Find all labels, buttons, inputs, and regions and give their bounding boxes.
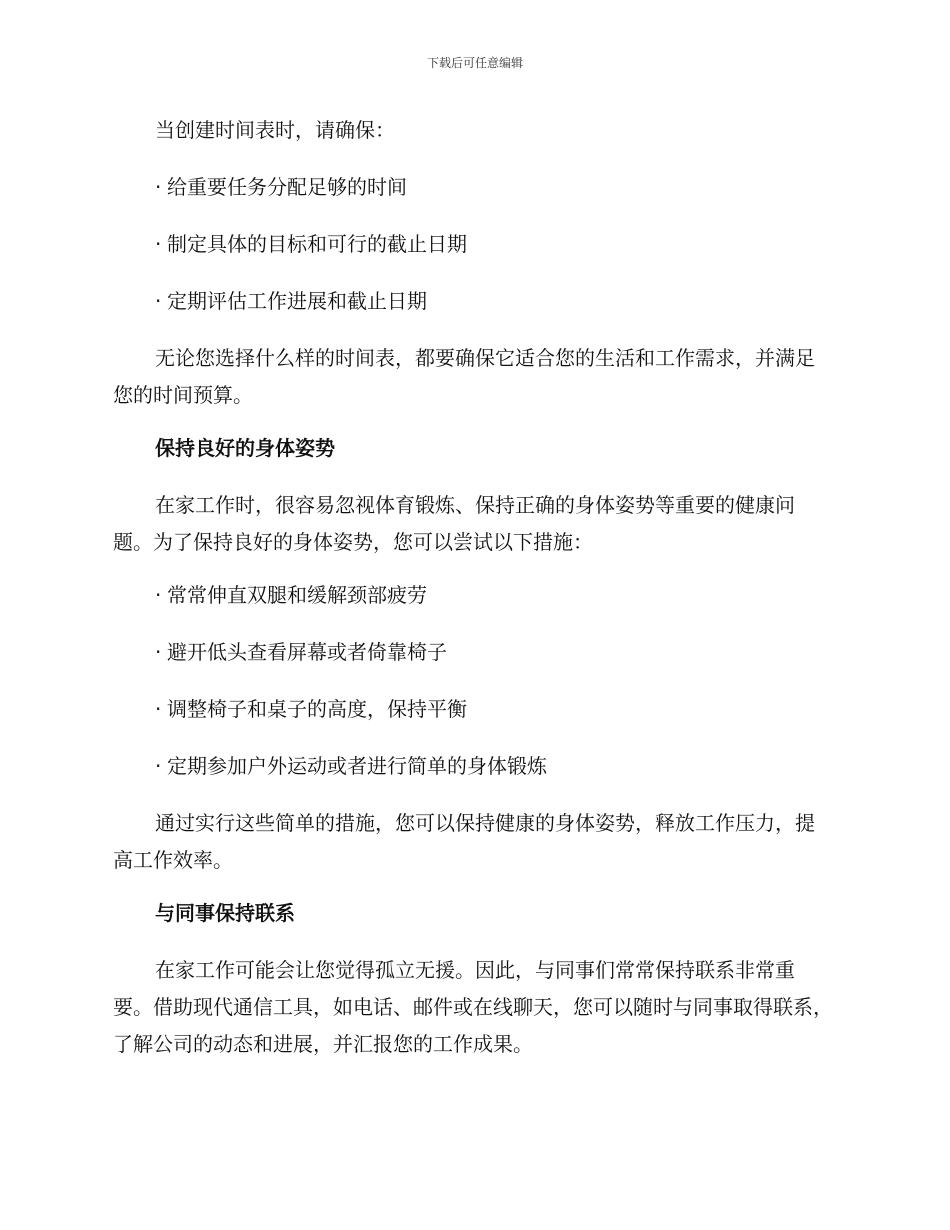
bullet-glyph: · — [155, 232, 162, 256]
section-heading-posture: 保持良好的身体姿势 — [155, 436, 335, 460]
document-body — [113, 112, 833, 1079]
list-item — [113, 748, 833, 785]
posture-closing: 通过实行这些简单的措施，您可以保持健康的身体姿势，释放工作压力，提高工作效率。 — [113, 811, 815, 872]
bullet-glyph: · — [155, 175, 162, 199]
schedule-lead: 当创建时间表时，请确保： — [155, 118, 395, 142]
posture-intro: 在家工作时，很容易忽视体育锻炼、保持正确的身体姿势等重要的健康问题。为了保持良好的身体姿势，您可以尝试以下措施： — [113, 493, 795, 554]
list-item-text: 常常伸直双腿和缓解颈部疲劳 — [167, 583, 427, 607]
header-note: 下载后可任意编辑 — [426, 56, 523, 70]
bullet-glyph: · — [155, 754, 162, 778]
list-item — [113, 634, 833, 671]
list-item-text: 制定具体的目标和可行的截止日期 — [167, 232, 467, 256]
list-item — [113, 169, 833, 206]
list-item — [113, 226, 833, 263]
bullet-glyph: · — [155, 640, 162, 664]
section-heading-colleagues: 与同事保持联系 — [155, 901, 295, 925]
bullet-glyph: · — [155, 289, 162, 313]
list-item-text: 定期评估工作进展和截止日期 — [167, 289, 427, 313]
list-item-text: 给重要任务分配足够的时间 — [167, 175, 407, 199]
list-item — [113, 283, 833, 320]
list-item-text: 定期参加户外运动或者进行简单的身体锻炼 — [167, 754, 547, 778]
bullet-glyph: · — [155, 583, 162, 607]
bullet-glyph: · — [155, 697, 162, 721]
list-item-text: 调整椅子和桌子的高度，保持平衡 — [167, 697, 467, 721]
colleagues-body: 在家工作可能会让您觉得孤立无援。因此，与同事们常常保持联系非常重要。借助现代通信工具，如电话、邮件或在线聊天，您可以随时与同事取得联系，了解公司的动态和进展，并汇报您的工作成果。 — [113, 958, 833, 1056]
list-item — [113, 691, 833, 728]
list-item-text: 避开低头查看屏幕或者倚靠椅子 — [167, 640, 447, 664]
list-item — [113, 577, 833, 614]
schedule-closing: 无论您选择什么样的时间表，都要确保它适合您的生活和工作需求，并满足您的时间预算。 — [113, 346, 815, 407]
